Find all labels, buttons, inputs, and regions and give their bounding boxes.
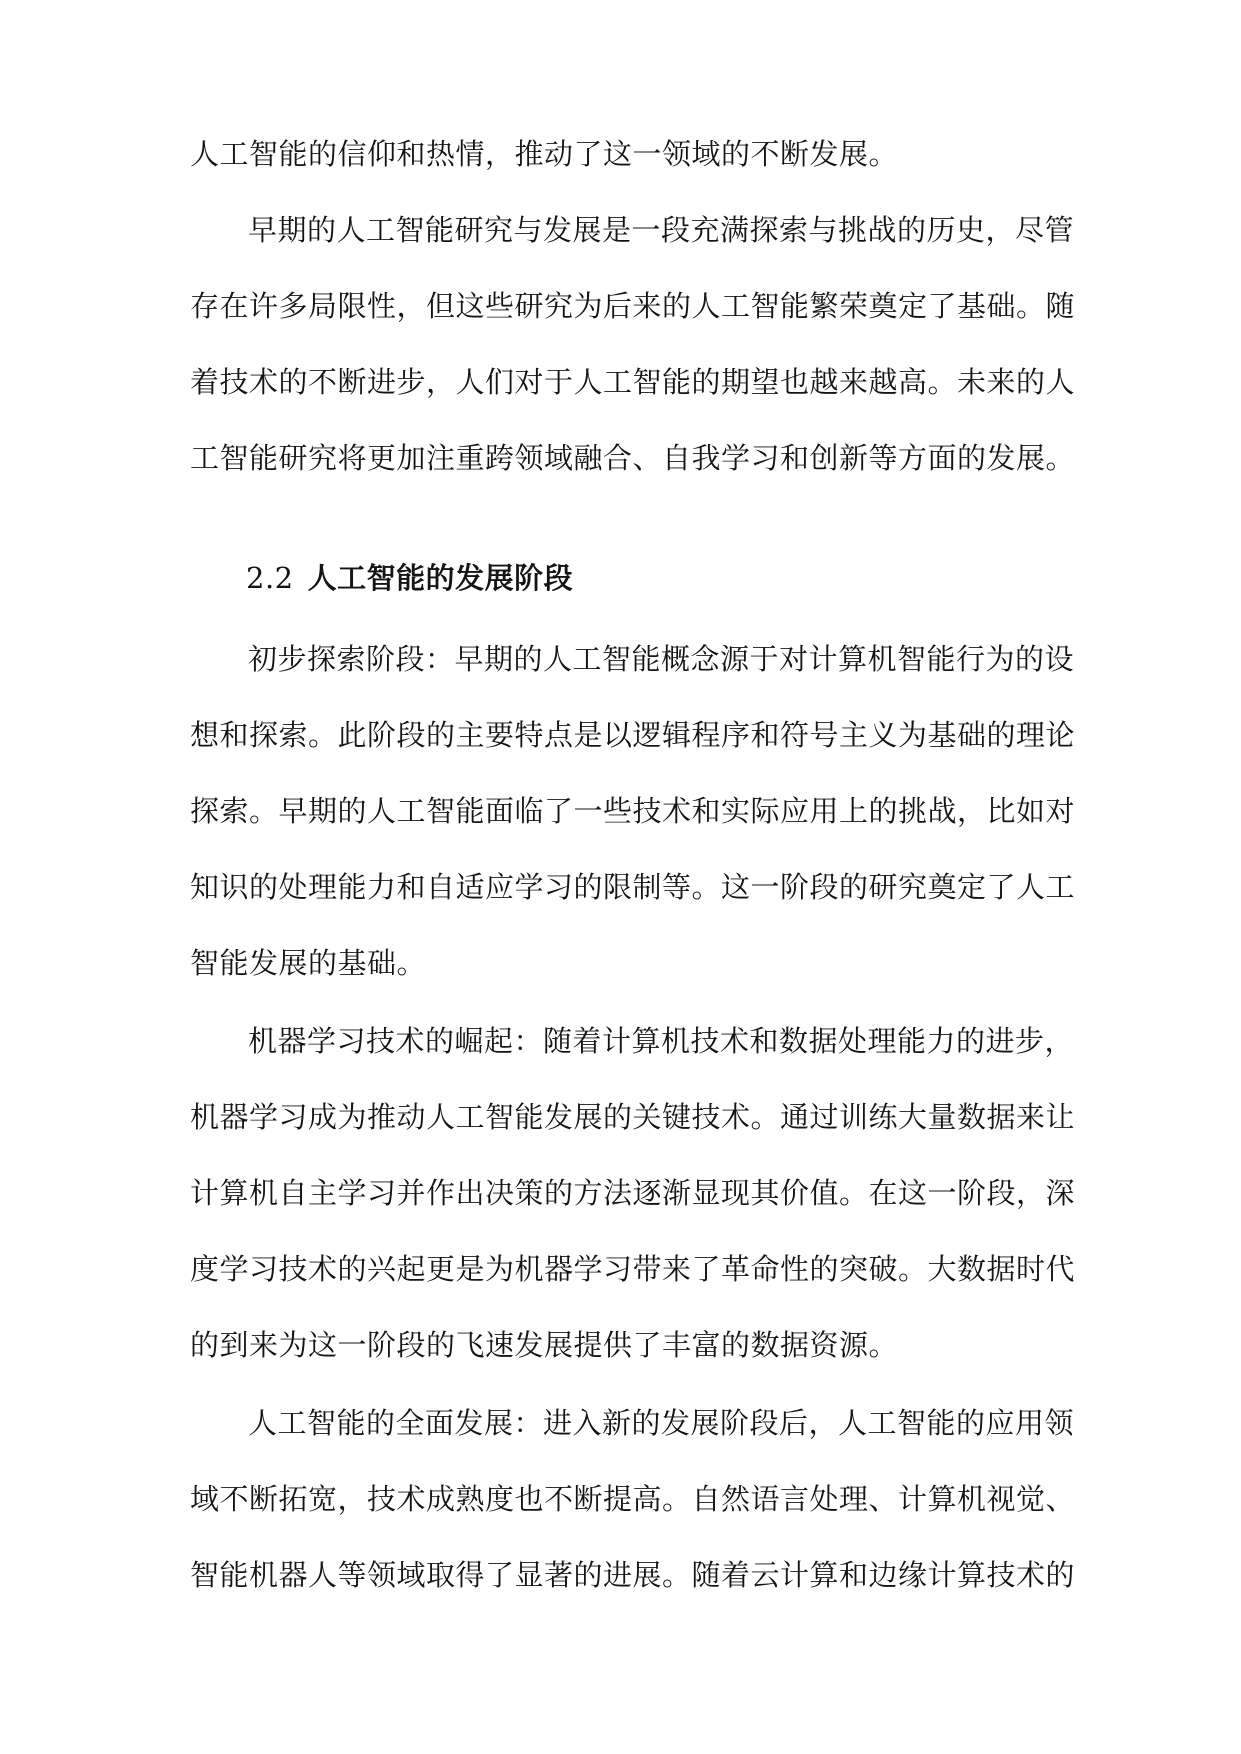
paragraph-line: 知识的处理能力和自适应学习的限制等。这一阶段的研究奠定了人工 bbox=[190, 870, 1076, 904]
paragraph-line: 计算机自主学习并作出决策的方法逐渐显现其价值。在这一阶段，深 bbox=[190, 1176, 1076, 1210]
paragraph-line: 探索。早期的人工智能面临了一些技术和实际应用上的挑战，比如对 bbox=[190, 794, 1076, 828]
paragraph-line: 存在许多局限性，但这些研究为后来的人工智能繁荣奠定了基础。随 bbox=[190, 289, 1076, 323]
paragraph-initial-exploration bbox=[190, 621, 1076, 1001]
section-heading bbox=[246, 540, 573, 616]
paragraph-line: 的到来为这一阶段的飞速发展提供了丰富的数据资源。 bbox=[190, 1328, 899, 1362]
paragraph-machine-learning bbox=[190, 1003, 1076, 1383]
section-number: 2.2 bbox=[246, 561, 294, 595]
paragraph-line: 人工智能的信仰和热情，推动了这一领域的不断发展。 bbox=[190, 137, 899, 171]
paragraph-early-research bbox=[190, 192, 1076, 496]
section-title: 人工智能的发展阶段 bbox=[307, 561, 574, 595]
paragraph-line: 早期的人工智能研究与发展是一段充满探索与挑战的历史，尽管 bbox=[248, 213, 1075, 247]
paragraph-line: 工智能研究将更加注重跨领域融合、自我学习和创新等方面的发展。 bbox=[190, 441, 1076, 475]
paragraph-line: 人工智能的全面发展：进入新的发展阶段后，人工智能的应用领 bbox=[248, 1406, 1075, 1440]
paragraph-line: 初步探索阶段：早期的人工智能概念源于对计算机智能行为的设 bbox=[248, 642, 1075, 676]
paragraph-line: 着技术的不断进步，人们对于人工智能的期望也越来越高。未来的人 bbox=[190, 365, 1076, 399]
paragraph-line: 智能发展的基础。 bbox=[190, 946, 427, 980]
paragraph-line: 机器学习成为推动人工智能发展的关键技术。通过训练大量数据来让 bbox=[190, 1100, 1076, 1134]
paragraph-line: 想和探索。此阶段的主要特点是以逻辑程序和符号主义为基础的理论 bbox=[190, 718, 1076, 752]
paragraph-line: 智能机器人等领域取得了显著的进展。随着云计算和边缘计算技术的 bbox=[190, 1558, 1076, 1592]
paragraph-line: 度学习技术的兴起更是为机器学习带来了革命性的突破。大数据时代 bbox=[190, 1252, 1076, 1286]
paragraph-full-development bbox=[190, 1385, 1076, 1613]
paragraph-continuation bbox=[190, 116, 1052, 192]
paragraph-line: 机器学习技术的崛起：随着计算机技术和数据处理能力的进步， bbox=[248, 1024, 1075, 1058]
paragraph-line: 域不断拓宽，技术成熟度也不断提高。自然语言处理、计算机视觉、 bbox=[190, 1482, 1076, 1516]
